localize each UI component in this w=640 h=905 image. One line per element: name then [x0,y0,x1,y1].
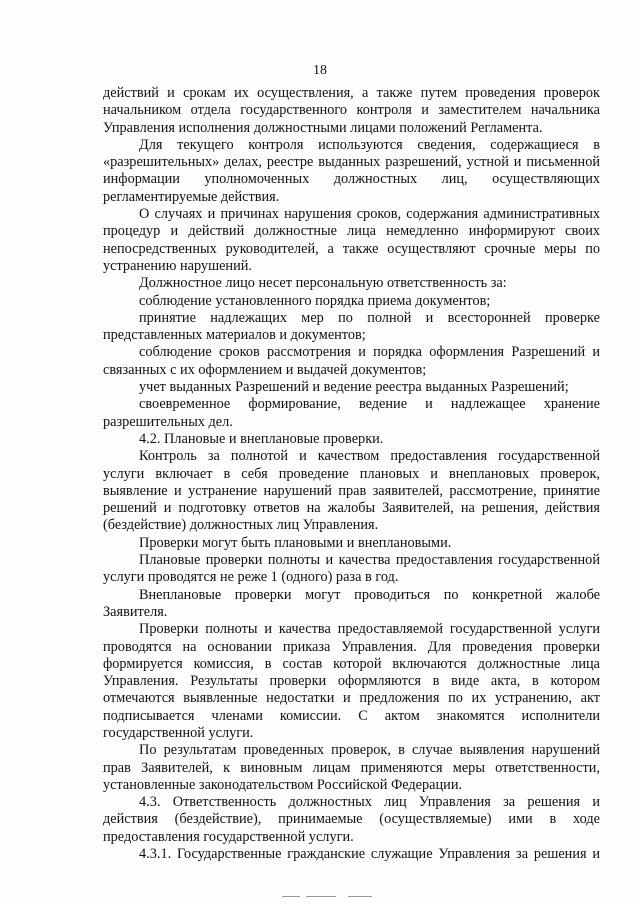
text-line: информации уполномоченных должностных лиц, осуществляющих [103,171,600,188]
text-line: отмечаются выявленные недостатки и предложения по их устранению, акт [103,690,600,707]
text-line: 4.2. Плановые и внеплановые проверки. [139,430,384,447]
text-line: принятие надлежащих мер по полной и всесторонней проверке [139,309,600,326]
text-line: (бездействие) должностных лиц Управления. [103,517,379,534]
text-line: Заявителя. [103,603,168,620]
text-line: разрешительных дел. [103,413,233,430]
text-line: Плановые проверки полноты и качества предоставления государственной [139,552,600,569]
text-line: Внеплановые проверки могут проводиться по конкретной жалобе [139,586,600,603]
text-line: проводятся на основании приказа Управления. Для проведения проверки [103,638,600,655]
text-line: формируется комиссия, в состав которой включаются должностные лица [103,655,600,672]
text-line: Управления. Результаты проверки оформляются в виде акта, в котором [103,673,600,690]
text-line: услуги проводятся не реже 1 (одного) раза в год. [103,569,399,586]
text-line: О случаях и причинах нарушения сроков, содержания административных [139,206,600,223]
text-line: 4.3.1. Государственные гражданские служащие Управления за решения и [139,846,600,863]
text-line: предоставления государственной услуги. [103,828,354,845]
text-line: прав Заявителей, к виновным лицам применяются меры ответственности, [103,759,600,776]
scan-artifact-marks [230,896,430,900]
text-line: государственной услуги. [103,724,254,741]
text-line: учет выданных Разрешений и ведение реестра выданных Разрешений; [139,379,569,396]
text-line: действия (бездействие), принимаемые (осуществляемые) ими в ходе [103,811,600,828]
text-line: 4.3. Ответственность должностных лиц Управления за решения и [139,794,600,811]
text-line: По результатам проведенных проверок, в случае выявления нарушений [139,742,600,759]
text-line: Контроль за полнотой и качеством предоставления государственной [139,448,600,465]
text-line: «разрешительных» делах, реестре выданных разрешений, устной и письменной [103,154,600,171]
text-line: подписывается членами комиссии. С актом знакомятся исполнители [103,707,600,724]
text-line: установленные законодательством Российской Федерации. [103,776,463,793]
text-line: своевременное формирование, ведение и надлежащее хранение [139,396,600,413]
text-line: начальником отдела государственного контроля и заместителем начальника [103,102,600,119]
text-line: соблюдение установленного порядка приема документов; [139,292,491,309]
text-line: Для текущего контроля используются сведения, содержащиеся в [139,136,600,153]
text-line: непосредственных руководителей, а также осуществляют срочные меры по [103,240,600,257]
text-line: регламентируемые действия. [103,188,280,205]
page-number: 18 [313,63,327,78]
text-line: Проверки полноты и качества предоставляемой государственной услуги [139,621,600,638]
text-line: соблюдение сроков рассмотрения и порядка оформления Разрешений и [139,344,600,361]
text-line: устранению нарушений. [103,257,252,274]
text-line: представленных материалов и документов; [103,327,366,344]
text-line: выявление и устранение нарушений прав заявителей, рассмотрение, принятие [103,482,600,499]
text-line: услуги включает в себя проведение плановых и внеплановых проверок, [103,465,600,482]
text-line: действий и срокам их осуществления, а также путем проведения проверок [103,85,600,101]
page-body-text [103,85,600,863]
text-line: решений и подготовку ответов на жалобы Заявителей, на решения, действия [103,500,600,517]
text-line: связанных с их оформлением и выдачей документов; [103,361,427,378]
text-line: Управления исполнения должностными лицами положений Регламента. [103,119,543,136]
text-line: Проверки могут быть плановыми и внеплановыми. [139,534,452,551]
text-line: процедур и действий должностные лица немедленно информируют своих [103,223,600,240]
text-line: Должностное лицо несет персональную ответственность за: [139,275,507,292]
